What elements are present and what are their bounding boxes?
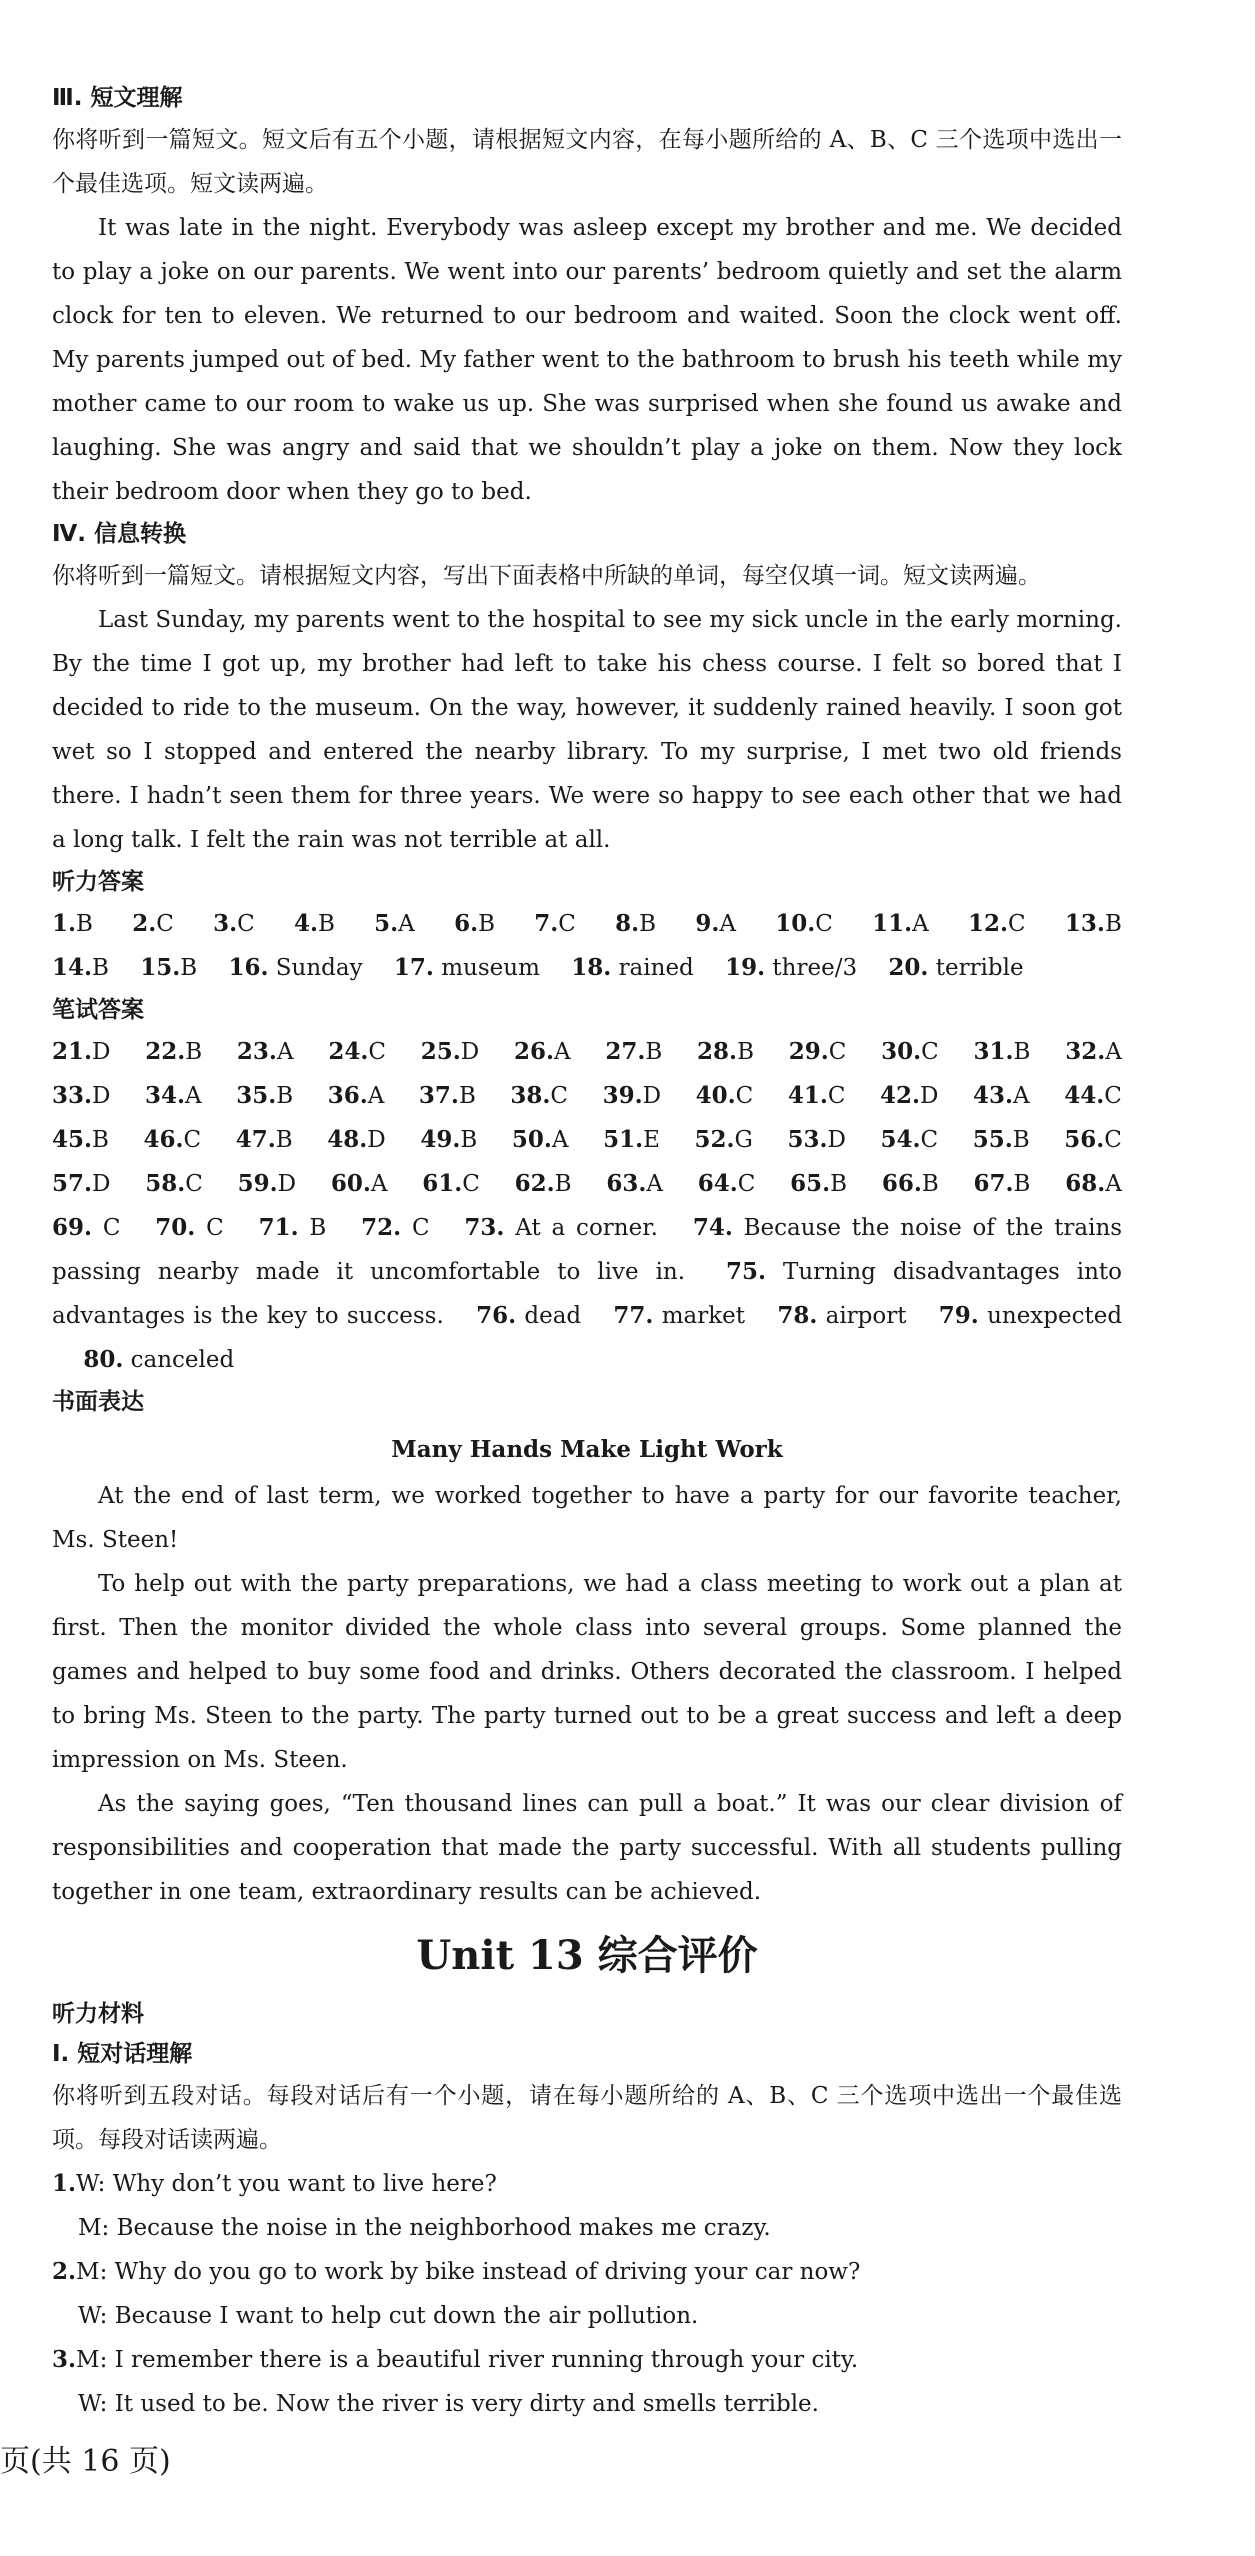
answer-item	[145, 1030, 202, 1074]
answer-number: 59.	[237, 1170, 278, 1197]
answer-choice: C	[462, 1171, 480, 1197]
answer-choice: A	[185, 1083, 202, 1109]
answer-choice: A	[553, 1039, 571, 1065]
answer-item: 69. C	[52, 1214, 121, 1241]
answer-item	[605, 1030, 662, 1074]
answer-item	[973, 1074, 1030, 1118]
answer-item	[52, 1030, 110, 1074]
section1-heading: Ⅰ. 短对话理解	[52, 2041, 193, 2067]
answer-item: 72. C	[361, 1214, 430, 1241]
answer-item: 17. museum	[393, 954, 540, 981]
answer-item	[237, 1030, 294, 1074]
essay-paragraph-3: As the saying goes, “Ten thousand lines can pull a boat.” It was our clear division of responsibilities and cooperation that made the party successful. With all students pulling together in one team, extraordinary results can be achieved.	[52, 1791, 1122, 1905]
answer-number: 44.	[1064, 1082, 1105, 1109]
answer-item: 7.C	[534, 910, 576, 937]
answer-number: 43.	[973, 1082, 1014, 1109]
dialogue-3-line-1: 3.M: I remember there is a beautiful river running through your city.	[52, 2346, 859, 2373]
listening-answers-heading: 听力答案	[52, 869, 144, 895]
answer-item	[420, 1118, 477, 1162]
answer-item	[603, 1074, 661, 1118]
answer-item: 15.B	[140, 954, 198, 981]
answer-number: 55.	[972, 1126, 1013, 1153]
answer-number: 34.	[145, 1082, 186, 1109]
answer-choice: C	[735, 1083, 754, 1109]
answer-item	[1064, 1118, 1122, 1162]
answer-item	[974, 1162, 1031, 1206]
answer-item: 76. dead	[476, 1302, 582, 1329]
answer-choice: B	[275, 1127, 293, 1153]
answer-item	[881, 1030, 939, 1074]
answer-item	[789, 1030, 847, 1074]
answer-number: 38.	[510, 1082, 551, 1109]
answer-item	[421, 1030, 479, 1074]
answer-choice: D	[827, 1127, 846, 1153]
answer-number: 39.	[602, 1082, 643, 1109]
answer-number: 64.	[697, 1170, 738, 1197]
answer-number: 47.	[235, 1126, 276, 1153]
answer-number: 32.	[1065, 1038, 1106, 1065]
answer-choice: D	[920, 1083, 939, 1109]
answer-number: 54.	[880, 1126, 921, 1153]
answer-choice: C	[1104, 1083, 1122, 1109]
written-answers-row	[52, 1074, 1122, 1118]
answer-number: 33.	[52, 1082, 93, 1109]
answer-item	[974, 1030, 1031, 1074]
answer-number: 49.	[420, 1126, 461, 1153]
answer-number: 52.	[694, 1126, 735, 1153]
answer-item: 10.C	[775, 910, 833, 937]
answer-number: 23.	[236, 1038, 277, 1065]
answer-item: 70. C	[155, 1214, 224, 1241]
answer-item	[331, 1162, 388, 1206]
answer-choice: B	[921, 1171, 939, 1197]
answer-item	[515, 1162, 572, 1206]
answer-number: 57.	[52, 1170, 93, 1197]
answer-choice: D	[642, 1083, 662, 1109]
answer-choice: A	[1105, 1171, 1122, 1197]
answer-choice: C	[828, 1039, 847, 1065]
answer-choice: D	[367, 1127, 386, 1153]
section3-passage: It was late in the night. Everybody was asleep except my brother and me. We decided to play a joke on our parents. We went into our parents’ bedroom quietly and set the alarm clock for ten to eleven. We returned to our bedroom and waited. Soon the clock went off. My parents jumped out of bed. My father went to the bathroom to brush his teeth while my mother came to our room to wake us up. She was surprised when she found us awake and laughing. She was angry and said that we shouldn’t play a joke on them. Now they lock their bedroom door when they go to bed.	[52, 215, 1122, 505]
answer-item: 19. three/3	[725, 954, 858, 981]
answer-number: 50.	[511, 1126, 552, 1153]
answer-number: 61.	[422, 1170, 463, 1197]
answer-item	[882, 1162, 939, 1206]
answer-number: 63.	[606, 1170, 647, 1197]
answer-number: 45.	[52, 1126, 93, 1153]
answer-number: 56.	[1064, 1126, 1105, 1153]
section3-heading: Ⅲ. 短文理解	[52, 85, 183, 111]
answer-item	[1064, 1074, 1122, 1118]
answer-item: 14.B	[52, 954, 109, 981]
answer-item	[52, 1118, 109, 1162]
answer-number: 25.	[420, 1038, 461, 1065]
answer-choice: B	[1013, 1171, 1031, 1197]
answer-item: 16. Sunday	[228, 954, 363, 981]
written-answers-heading: 笔试答案	[52, 997, 144, 1023]
answer-item	[881, 1118, 939, 1162]
answer-choice: B	[1012, 1127, 1030, 1153]
answer-item	[236, 1118, 293, 1162]
answer-number: 36.	[327, 1082, 368, 1109]
writing-heading: 书面表达	[52, 1389, 144, 1415]
answer-number: 66.	[881, 1170, 922, 1197]
answer-choice: D	[277, 1171, 297, 1197]
written-answers-row	[52, 1118, 1122, 1162]
dialogue-1-line-2: M: Because the noise in the neighborhood makes me crazy.	[78, 2215, 771, 2241]
listening-answers-row-2	[52, 946, 1122, 990]
answer-number: 48.	[327, 1126, 368, 1153]
answer-choice: D	[460, 1039, 480, 1065]
answer-choice: B	[645, 1039, 663, 1065]
answer-item	[328, 1074, 385, 1118]
answer-choice: B	[185, 1039, 203, 1065]
written-answers-69-75	[52, 1206, 1122, 1382]
answer-choice: C	[920, 1127, 939, 1153]
answer-choice: D	[92, 1083, 111, 1109]
answer-number: 67.	[973, 1170, 1014, 1197]
listening-answers-row-1	[52, 902, 1122, 946]
answer-item: 6.B	[454, 910, 495, 937]
answer-number: 27.	[605, 1038, 646, 1065]
answer-choice: C	[185, 1171, 203, 1197]
answer-choice: E	[643, 1127, 660, 1153]
answer-item: 11.A	[872, 910, 929, 937]
written-answers-row	[52, 1162, 1122, 1206]
dialogue-2-line-1: 2.M: Why do you go to work by bike instead of driving your car now?	[52, 2258, 861, 2285]
answer-item	[698, 1162, 756, 1206]
section1-instruction: 你将听到五段对话。每段对话后有一个小题，请在每小题所给的 A、B、C 三个选项中选出一个最佳选项。每段对话读两遍。	[52, 2083, 1122, 2153]
essay-title: Many Hands Make Light Work	[391, 1436, 783, 1463]
section4-instruction: 你将听到一篇短文。请根据短文内容，写出下面表格中所缺的单词，每空仅填一词。短文读两遍。	[52, 563, 1041, 589]
answer-number: 35.	[236, 1082, 277, 1109]
answer-item: 20. terrible	[888, 954, 1024, 981]
answer-item: 9.A	[695, 910, 736, 937]
answer-item	[144, 1118, 202, 1162]
answer-number: 46.	[143, 1126, 184, 1153]
answer-item	[145, 1162, 203, 1206]
answer-choice: B	[460, 1127, 478, 1153]
answer-choice: G	[734, 1127, 753, 1153]
answer-choice: B	[830, 1171, 848, 1197]
answer-number: 28.	[697, 1038, 738, 1065]
answer-item: 71. B	[258, 1214, 327, 1241]
answer-choice: B	[276, 1083, 294, 1109]
answer-item: 80. canceled	[83, 1346, 235, 1373]
answer-number: 30.	[881, 1038, 922, 1065]
answer-item	[327, 1118, 385, 1162]
section3-instruction: 你将听到一篇短文。短文后有五个小题，请根据短文内容，在每小题所给的 A、B、C 三个选项中选出一个最佳选项。短文读两遍。	[52, 127, 1122, 197]
answer-number: 51.	[603, 1126, 644, 1153]
answer-item	[328, 1030, 386, 1074]
essay-paragraph-2: To help out with the party preparations, we had a class meeting to work out a plan at first. Then the monitor divided the whole class into several groups. Some planned the games and helped to buy some food and drinks. Others decorated the classroom. I helped to bring Ms. Steen to the party. The party turned out to be a great success and left a deep impression on Ms. Steen.	[52, 1571, 1122, 1773]
answer-number: 53.	[787, 1126, 828, 1153]
answer-choice: B	[554, 1171, 572, 1197]
answer-item: 2.C	[132, 910, 174, 937]
answer-choice: C	[550, 1083, 569, 1109]
answer-item	[696, 1074, 754, 1118]
essay-paragraph-1: At the end of last term, we worked together to have a party for our favorite teacher, Ms. Steen!	[52, 1483, 1122, 1553]
answer-item	[694, 1118, 752, 1162]
answer-number: 60.	[330, 1170, 371, 1197]
answer-choice: C	[1104, 1127, 1122, 1153]
answer-item: 1.B	[52, 910, 93, 937]
unit-title: Unit 13 综合评价	[416, 1932, 758, 1979]
answer-item: 12.C	[968, 910, 1026, 937]
written-answers-row	[52, 1030, 1122, 1074]
answer-item	[145, 1074, 202, 1118]
answer-item	[52, 1074, 110, 1118]
page-footer: 页(共 16 页)	[0, 2444, 171, 2479]
answer-item	[606, 1162, 663, 1206]
answer-number: 21.	[52, 1038, 93, 1065]
answer-number: 41.	[787, 1082, 828, 1109]
answer-item: 4.B	[293, 910, 335, 937]
answer-item	[238, 1162, 296, 1206]
answer-item	[790, 1162, 847, 1206]
page-content	[52, 78, 1122, 2426]
dialogue-1-line-1: 1.W: Why don’t you want to live here?	[52, 2170, 497, 2197]
answer-choice: C	[183, 1127, 202, 1153]
answer-choice: A	[646, 1171, 663, 1197]
answer-choice: B	[737, 1039, 754, 1065]
answer-number: 42.	[880, 1082, 921, 1109]
answer-item	[880, 1074, 938, 1118]
answer-item	[603, 1118, 660, 1162]
dialogue-3-line-2: W: It used to be. Now the river is very dirty and smells terrible.	[78, 2391, 819, 2417]
answer-number: 29.	[788, 1038, 829, 1065]
answer-choice: C	[368, 1039, 386, 1065]
answer-choice: D	[92, 1171, 111, 1197]
answer-number: 26.	[513, 1038, 554, 1065]
section4-heading: Ⅳ. 信息转换	[52, 521, 187, 547]
answer-item: 79. unexpected	[938, 1302, 1123, 1329]
answer-choice: A	[551, 1127, 569, 1153]
answer-item	[514, 1030, 571, 1074]
answer-item	[52, 1162, 110, 1206]
answer-number: 24.	[328, 1038, 369, 1065]
answer-item: 3.C	[213, 910, 255, 937]
answer-choice: B	[92, 1127, 109, 1153]
answer-item: 5.A	[374, 910, 415, 937]
answer-item: 8.B	[615, 910, 657, 937]
answer-item	[236, 1074, 293, 1118]
answer-choice: A	[1105, 1039, 1122, 1065]
answer-choice: D	[92, 1039, 111, 1065]
answer-item: 77. market	[613, 1302, 746, 1329]
answer-number: 40.	[695, 1082, 736, 1109]
answer-item	[787, 1118, 845, 1162]
answer-choice: A	[276, 1039, 294, 1065]
answer-item: 78. airport	[777, 1302, 907, 1329]
written-answers-grid	[52, 1030, 1122, 1206]
answer-number: 68.	[1065, 1170, 1106, 1197]
answer-item	[419, 1074, 476, 1118]
listening-materials-heading: 听力材料	[52, 2001, 144, 2027]
answer-choice: C	[737, 1171, 756, 1197]
answer-choice: B	[458, 1083, 476, 1109]
answer-number: 58.	[145, 1170, 186, 1197]
answer-item	[788, 1074, 846, 1118]
answer-number: 65.	[790, 1170, 831, 1197]
answer-number: 62.	[514, 1170, 555, 1197]
answer-item	[510, 1074, 568, 1118]
answer-item: 18. rained	[571, 954, 694, 981]
answer-choice: A	[370, 1171, 388, 1197]
answer-item	[973, 1118, 1030, 1162]
answer-item: 75. Turning disadvantages into advantages is the key to success.	[52, 1258, 1122, 1329]
answer-number: 22.	[145, 1038, 186, 1065]
answer-choice: C	[921, 1039, 939, 1065]
answer-item: 74. Because the noise of the trains passing nearby made it uncomfortable to live in.	[52, 1214, 1123, 1285]
section4-passage: Last Sunday, my parents went to the hospital to see my sick uncle in the early morning. By the time I got up, my brother had left to take his chess course. I felt so bored that I decided to ride to the museum. On the way, however, it suddenly rained heavily. I soon got wet so I stopped and entered the nearby library. To my surprise, I met two old friends there. I hadn’t seen them for three years. We were so happy to see each other that we had a long talk. I felt the rain was not terrible at all.	[52, 607, 1122, 853]
answer-item	[422, 1162, 480, 1206]
dialogue-2-line-2: W: Because I want to help cut down the air pollution.	[78, 2303, 699, 2329]
answer-item: 13.B	[1064, 910, 1122, 937]
answer-item: 73. At a corner.	[464, 1214, 658, 1241]
answer-choice: C	[827, 1083, 846, 1109]
answer-choice: A	[367, 1083, 385, 1109]
answer-number: 37.	[418, 1082, 459, 1109]
answer-item	[1065, 1030, 1122, 1074]
answer-choice: A	[1013, 1083, 1030, 1109]
answer-item	[697, 1030, 754, 1074]
answer-item	[1065, 1162, 1122, 1206]
answer-item	[512, 1118, 569, 1162]
answer-number: 31.	[973, 1038, 1014, 1065]
answer-choice: B	[1013, 1039, 1031, 1065]
